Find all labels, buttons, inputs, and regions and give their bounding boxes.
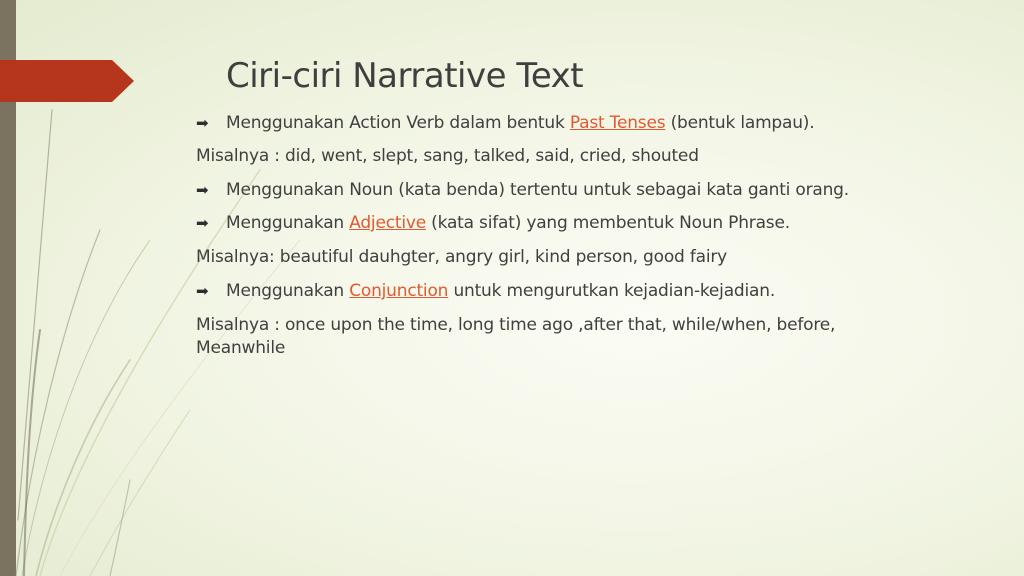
bullet-text-after: (bentuk lampau). bbox=[665, 113, 815, 133]
title-accent-flag bbox=[0, 60, 134, 102]
arrow-right-icon: ➡ bbox=[196, 282, 209, 300]
link-conjunction[interactable]: Conjunction bbox=[349, 281, 449, 301]
example-text-adjectives: Misalnya: beautiful dauhgter, angry girl, kind person, good fairy bbox=[196, 247, 728, 267]
example-text-conjunctions: Misalnya : once upon the time, long time ago ,after that, while/when, before, bbox=[196, 315, 836, 335]
bullet-text-before: Menggunakan Noun (kata benda) tertentu untuk sebagai kata ganti orang. bbox=[226, 180, 849, 200]
slide-title: Ciri-ciri Narrative Text bbox=[226, 56, 584, 96]
arrow-right-icon: ➡ bbox=[196, 181, 209, 199]
bullet-item-noun bbox=[196, 179, 849, 201]
bullet-item-action-verb bbox=[196, 112, 814, 134]
example-text-conjunctions-continued: Meanwhile bbox=[196, 338, 286, 358]
bullet-item-conjunction bbox=[196, 280, 775, 302]
example-text-verbs: Misalnya : did, went, slept, sang, talked, said, cried, shouted bbox=[196, 146, 699, 166]
arrow-right-icon: ➡ bbox=[196, 214, 209, 232]
bullet-text-before: Menggunakan Action Verb dalam bentuk bbox=[226, 113, 570, 133]
bullet-text-after: untuk mengurutkan kejadian-kejadian. bbox=[448, 281, 776, 301]
link-past-tenses[interactable]: Past Tenses bbox=[569, 113, 666, 133]
bullet-text-before: Menggunakan bbox=[226, 213, 350, 233]
bullet-item-adjective bbox=[196, 212, 790, 234]
bullet-text-after: (kata sifat) yang membentuk Noun Phrase. bbox=[425, 213, 790, 233]
link-adjective[interactable]: Adjective bbox=[349, 213, 426, 233]
bullet-text-before: Menggunakan bbox=[226, 281, 350, 301]
arrow-right-icon: ➡ bbox=[196, 114, 209, 132]
